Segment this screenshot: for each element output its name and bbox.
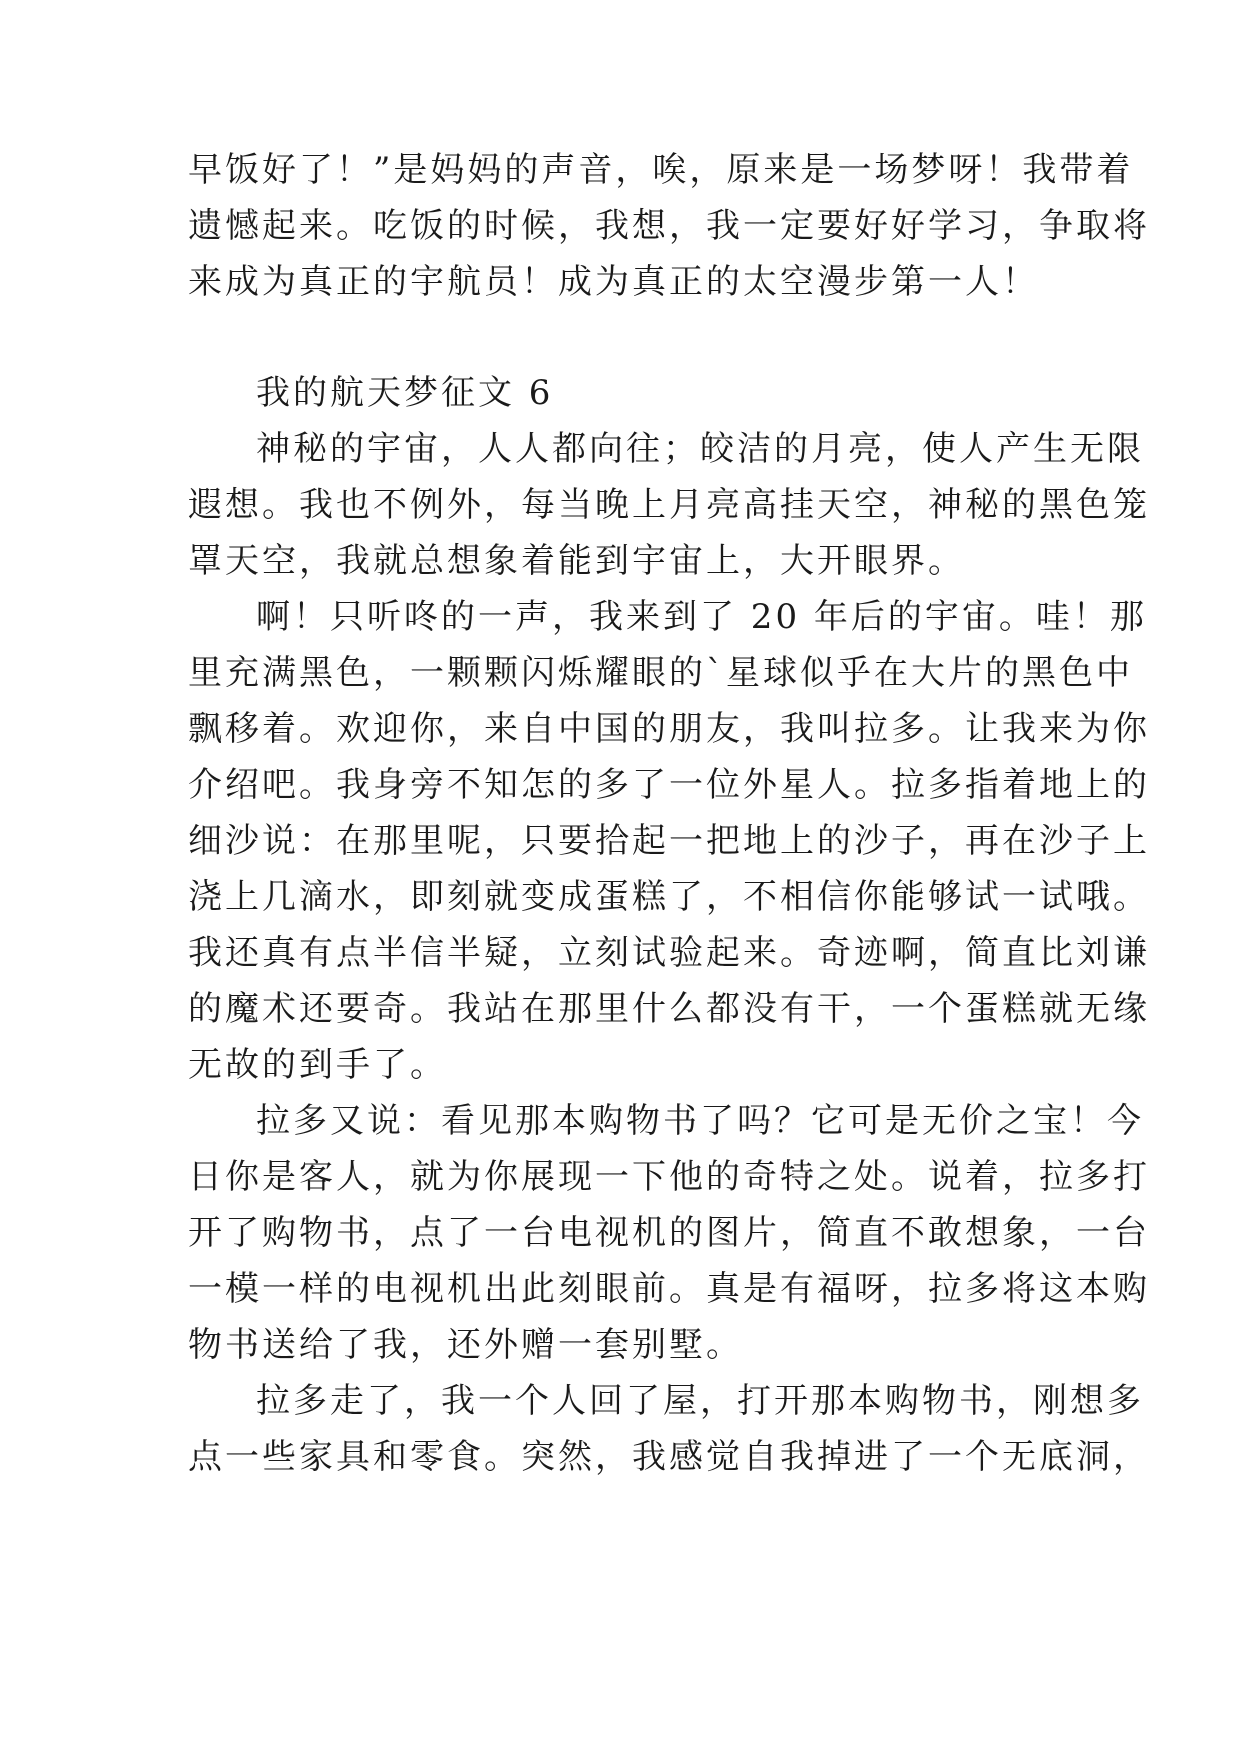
text-line: 神秘的宇宙，人人都向往；皎洁的月亮，使人产生无限	[256, 429, 1144, 469]
text-line: 拉多又说：看见那本购物书了吗？它可是无价之宝！今	[256, 1101, 1144, 1141]
text-line: 啊！只听咚的一声，我来到了 20 年后的宇宙。哇！那	[256, 597, 1147, 637]
text-line: 点一些家具和零食。突然，我感觉自我掉进了一个无底洞，	[188, 1437, 1150, 1477]
text-line: 介绍吧。我身旁不知怎的多了一位外星人。拉多指着地上的	[188, 765, 1150, 805]
text-line: 飘移着。欢迎你，来自中国的朋友，我叫拉多。让我来为你	[188, 709, 1150, 749]
text-line: 细沙说：在那里呢，只要拾起一把地上的沙子，再在沙子上	[188, 821, 1150, 861]
text-line: 遗憾起来。吃饭的时候，我想，我一定要好好学习，争取将	[188, 206, 1150, 246]
text-line: 拉多走了，我一个人回了屋，打开那本购物书，刚想多	[256, 1381, 1144, 1421]
text-line: 浇上几滴水，即刻就变成蛋糕了，不相信你能够试一试哦。	[188, 877, 1150, 917]
text-line: 遐想。我也不例外，每当晚上月亮高挂天空，神秘的黑色笼	[188, 485, 1150, 525]
text-line: 的魔术还要奇。我站在那里什么都没有干，一个蛋糕就无缘	[188, 989, 1150, 1029]
text-line: 我还真有点半信半疑，立刻试验起来。奇迹啊，简直比刘谦	[188, 933, 1150, 973]
text-line: 里充满黑色，一颗颗闪烁耀眼的`星球似乎在大片的黑色中	[188, 653, 1133, 693]
text-line: 一模一样的电视机出此刻眼前。真是有福呀，拉多将这本购	[188, 1269, 1150, 1309]
text-line: 罩天空，我就总想象着能到宇宙上，大开眼界。	[188, 541, 965, 581]
text-line: 日你是客人，就为你展现一下他的奇特之处。说着，拉多打	[188, 1157, 1150, 1197]
text-line: 物书送给了我，还外赠一套别墅。	[188, 1325, 743, 1365]
essay-title: 我的航天梦征文 6	[256, 373, 554, 413]
text-line: 早饭好了！”是妈妈的声音，唉，原来是一场梦呀！我带着	[188, 150, 1134, 190]
text-line: 开了购物书，点了一台电视机的图片，简直不敢想象，一台	[188, 1213, 1150, 1253]
text-line: 无故的到手了。	[188, 1045, 447, 1085]
text-line: 来成为真正的宇航员！成为真正的太空漫步第一人！	[188, 262, 1039, 302]
